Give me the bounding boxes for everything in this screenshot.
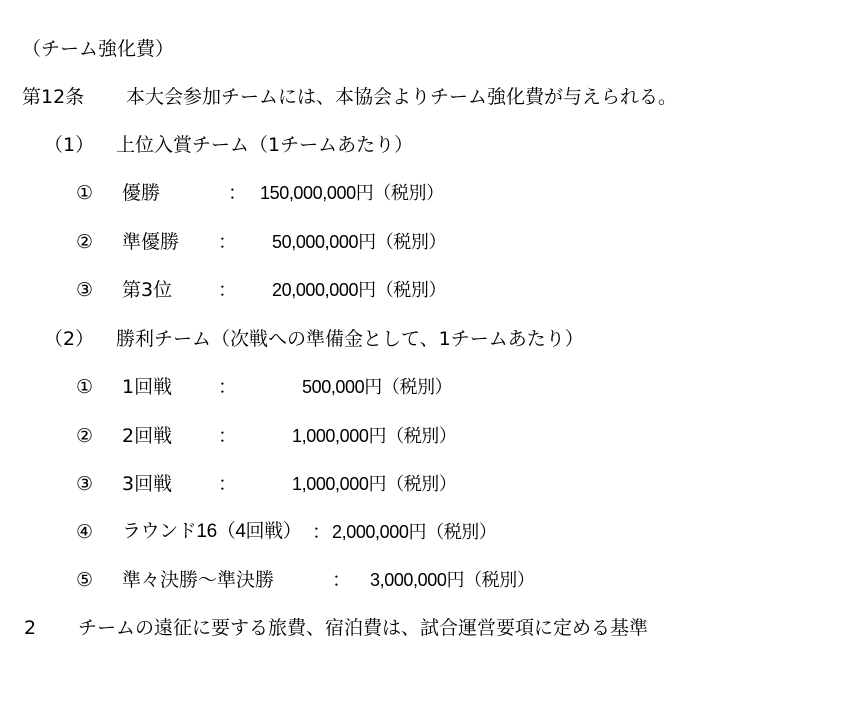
item-label: 1回戦 <box>122 376 173 398</box>
item-amount: 2,000,000円（税別） <box>332 522 497 542</box>
item-colon: ： <box>218 376 238 398</box>
item-label: 優勝 <box>122 182 161 204</box>
win-item-3 <box>76 472 776 496</box>
clause-1-title: 上位入賞チーム（1チームあたり） <box>116 134 414 156</box>
article-number: 第12条 <box>22 86 85 108</box>
win-item-4 <box>76 520 776 544</box>
item-amount: 1,000,000円（税別） <box>292 426 457 446</box>
clause-2-marker: （2） <box>44 328 95 350</box>
paragraph-number: 2 <box>24 617 37 639</box>
paragraph-text: チームの遠征に要する旅費、宿泊費は、試合運営要項に定める基準 <box>78 617 649 639</box>
item-marker: ② <box>76 231 94 253</box>
item-colon: ： <box>218 425 238 447</box>
article-12 <box>22 85 864 109</box>
item-label: 第3位 <box>122 279 173 301</box>
item-colon: ： <box>218 473 238 495</box>
item-amount: 20,000,000円（税別） <box>272 280 447 300</box>
clause-1-marker: （1） <box>44 134 95 156</box>
clause-1-heading <box>44 133 864 157</box>
item-label: 準優勝 <box>122 231 180 253</box>
item-marker: ④ <box>76 521 94 543</box>
item-label: 準々決勝～準決勝 <box>122 569 275 591</box>
item-marker: ③ <box>76 473 94 495</box>
item-marker: ③ <box>76 279 94 301</box>
item-amount: 3,000,000円（税別） <box>370 570 535 590</box>
paragraph-2 <box>22 616 864 640</box>
prize-item-3 <box>76 278 776 302</box>
item-label: ラウンド16（4回戦） <box>122 521 302 542</box>
item-label: 2回戦 <box>122 425 173 447</box>
item-colon: ： <box>312 521 332 543</box>
item-colon: ： <box>228 182 248 204</box>
article-text: 本大会参加チームには、本協会よりチーム強化費が与えられる。 <box>126 86 678 108</box>
item-marker: ② <box>76 425 94 447</box>
clause-2-heading <box>44 327 864 351</box>
item-amount: 1,000,000円（税別） <box>292 474 457 494</box>
item-amount: 500,000円（税別） <box>302 377 453 397</box>
win-item-2 <box>76 424 776 448</box>
item-marker: ⑤ <box>76 569 94 591</box>
item-amount: 50,000,000円（税別） <box>272 232 447 252</box>
item-amount: 150,000,000円（税別） <box>260 183 444 203</box>
item-marker: ① <box>76 182 94 204</box>
item-colon: ： <box>332 569 352 591</box>
item-colon: ： <box>218 279 238 301</box>
section-heading: （チーム強化費） <box>22 38 175 60</box>
prize-item-2 <box>76 230 776 254</box>
item-colon: ： <box>218 231 238 253</box>
item-marker: ① <box>76 376 94 398</box>
win-item-1 <box>76 375 776 399</box>
prize-item-1 <box>76 181 776 205</box>
win-item-5 <box>76 568 776 592</box>
clause-2-title: 勝利チーム（次戦への準備金として、1チームあたり） <box>116 328 584 350</box>
item-label: 3回戦 <box>122 473 173 495</box>
